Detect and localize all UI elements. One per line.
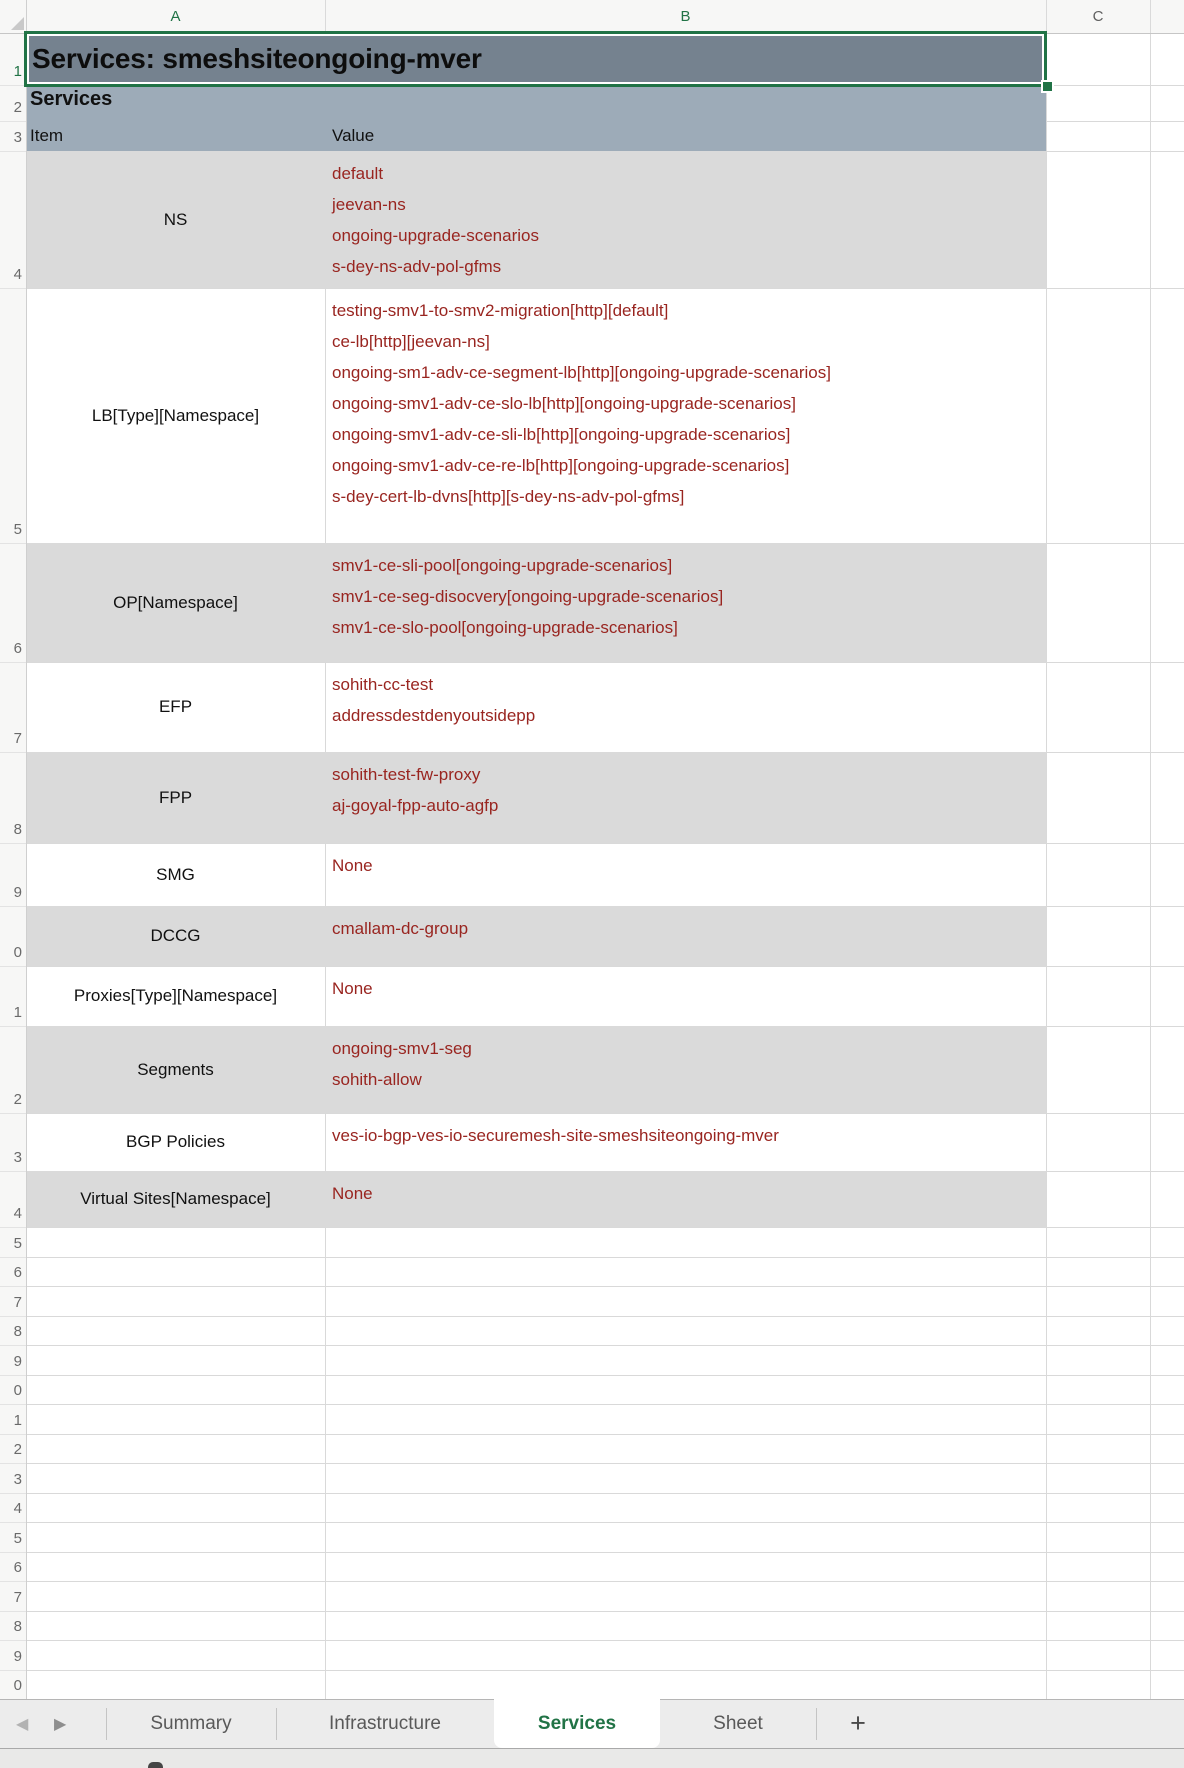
value-line: None — [332, 979, 373, 998]
row-header-28[interactable]: 8 — [13, 1618, 22, 1635]
value-line: smv1-ce-sli-pool[ongoing-upgrade-scenarios] — [332, 556, 673, 575]
cell-value[interactable] — [332, 669, 535, 731]
row-header-separator — [0, 1375, 26, 1376]
row-header-separator — [0, 843, 26, 844]
row-header-2[interactable]: 2 — [13, 99, 22, 116]
gridline-horizontal — [26, 1316, 1184, 1317]
tab-summary[interactable]: Summary — [150, 1712, 232, 1734]
row-header-15[interactable]: 5 — [13, 1235, 22, 1252]
row-header-separator — [0, 1611, 26, 1612]
value-line: sohith-cc-test — [332, 675, 434, 694]
gridline-horizontal — [26, 1670, 1184, 1671]
row-header-4[interactable]: 4 — [13, 266, 22, 283]
value-line: ongoing-smv1-adv-ce-re-lb[http][ongoing-upgrade-scenarios] — [332, 456, 790, 475]
fill-handle[interactable] — [1041, 80, 1054, 93]
value-line: sohith-allow — [332, 1070, 422, 1089]
row-header-12[interactable]: 2 — [13, 1091, 22, 1108]
row-header-separator — [0, 906, 26, 907]
row-header-18[interactable]: 8 — [13, 1323, 22, 1340]
status-strip — [0, 1748, 1184, 1768]
value-line: ongoing-upgrade-scenarios — [332, 226, 539, 245]
value-line: smv1-ce-seg-disocvery[ongoing-upgrade-scenarios] — [332, 587, 724, 606]
cell-value[interactable] — [332, 158, 539, 282]
row-header-separator — [0, 1286, 26, 1287]
row-header-separator — [0, 1113, 26, 1114]
row-header-separator — [0, 151, 26, 152]
gridline-horizontal — [26, 1522, 1184, 1523]
row-header-separator — [0, 1581, 26, 1582]
cell-value[interactable] — [332, 913, 468, 944]
row-header-21[interactable]: 1 — [13, 1412, 22, 1429]
cell-item[interactable]: NS — [163, 209, 188, 229]
tab-divider — [816, 1708, 817, 1740]
value-line: jeevan-ns — [332, 195, 406, 214]
row-header-1[interactable]: 1 — [13, 63, 22, 80]
cell-value[interactable] — [332, 295, 831, 512]
row-header-separator — [0, 121, 26, 122]
gridline-horizontal — [1046, 85, 1184, 86]
row-header-23[interactable]: 3 — [13, 1471, 22, 1488]
row-header-3[interactable]: 3 — [13, 129, 22, 146]
section-header-text: Services — [30, 88, 113, 110]
select-all-corner[interactable] — [0, 0, 27, 34]
row-header-separator — [0, 1463, 26, 1464]
gridline-horizontal — [26, 1345, 1184, 1346]
cell-value[interactable] — [332, 759, 498, 821]
cell-value[interactable] — [332, 1120, 779, 1151]
section-header-band[interactable] — [26, 85, 1046, 151]
value-line: cmallam-dc-group — [332, 919, 469, 938]
value-line: ongoing-smv1-adv-ce-slo-lb[http][ongoing-upgrade-scenarios] — [332, 394, 796, 413]
row-header-separator — [0, 543, 26, 544]
value-line: ongoing-sm1-adv-ce-segment-lb[http][ongoing-upgrade-scenarios] — [332, 363, 831, 382]
value-line: default — [332, 164, 384, 183]
row-header-separator — [0, 1404, 26, 1405]
row-header-separator — [0, 288, 26, 289]
value-column-label: Value — [332, 126, 375, 145]
row-header-14[interactable]: 4 — [13, 1205, 22, 1222]
value-line: testing-smv1-to-smv2-migration[http][default] — [332, 301, 669, 320]
row-header-24[interactable]: 4 — [13, 1500, 22, 1517]
row-header-27[interactable]: 7 — [13, 1589, 22, 1606]
row-header-16[interactable]: 6 — [13, 1264, 22, 1281]
cell-item[interactable]: Segments — [137, 1059, 214, 1079]
value-line: s-dey-cert-lb-dvns[http][s-dey-ns-adv-pol-gfms] — [332, 487, 685, 506]
cutoff-element — [148, 1762, 163, 1768]
row-header-separator — [0, 1552, 26, 1553]
add-sheet-button[interactable]: + — [850, 1708, 866, 1738]
gridline-horizontal — [26, 1552, 1184, 1553]
row-header-19[interactable]: 9 — [13, 1353, 22, 1370]
row-header-6[interactable]: 6 — [13, 640, 22, 657]
cell-value[interactable] — [332, 550, 723, 643]
value-line: ce-lb[http][jeevan-ns] — [332, 332, 490, 351]
value-line: addressdestdenyoutsidepp — [332, 706, 536, 725]
cell-item[interactable]: Proxies[Type][Namespace] — [73, 986, 278, 1005]
row-header-11[interactable]: 1 — [13, 1004, 22, 1021]
cell-item[interactable]: EFP — [158, 697, 193, 716]
cell-item[interactable]: DCCG — [150, 926, 201, 945]
value-line: s-dey-ns-adv-pol-gfms — [332, 257, 502, 276]
row-header-separator — [0, 1257, 26, 1258]
value-line: smv1-ce-slo-pool[ongoing-upgrade-scenarios] — [332, 618, 678, 637]
select-all-triangle-icon — [11, 17, 24, 30]
row-header-10[interactable]: 0 — [13, 944, 22, 961]
row-header-25[interactable]: 5 — [13, 1530, 22, 1547]
row-header-separator — [0, 1434, 26, 1435]
row-header-separator — [0, 1026, 26, 1027]
row-header-7[interactable]: 7 — [13, 730, 22, 747]
row-header-separator — [0, 1316, 26, 1317]
row-header-22[interactable]: 2 — [13, 1441, 22, 1458]
row-header-separator — [0, 752, 26, 753]
value-line: None — [332, 856, 373, 875]
row-header-separator — [0, 1522, 26, 1523]
cell-item[interactable]: LB[Type][Namespace] — [91, 405, 260, 425]
row-header-5[interactable]: 5 — [13, 521, 22, 538]
gridline-horizontal — [26, 1257, 1184, 1258]
gridline-horizontal — [26, 1227, 1184, 1228]
cell-value[interactable] — [332, 1033, 472, 1095]
tab-infrastructure[interactable]: Infrastructure — [329, 1712, 441, 1734]
value-line: aj-goyal-fpp-auto-agfp — [332, 796, 499, 815]
cell-value[interactable] — [332, 973, 373, 1004]
column-header-divider — [1150, 0, 1151, 33]
gridline-horizontal — [26, 1404, 1184, 1405]
cell-item[interactable]: SMG — [156, 864, 195, 884]
row-header-13[interactable]: 3 — [13, 1149, 22, 1166]
gridline-vertical — [1046, 33, 1047, 1699]
gridline-vertical — [1150, 33, 1151, 1699]
cell-title-merged[interactable] — [26, 33, 1046, 85]
cell-item[interactable]: OP[Namespace] — [113, 592, 238, 612]
cell-item[interactable]: FPP — [158, 787, 193, 807]
row-header-separator — [0, 1670, 26, 1671]
value-line: ongoing-smv1-seg — [332, 1039, 472, 1058]
row-header-separator — [0, 1640, 26, 1641]
row-header-9[interactable]: 9 — [13, 884, 22, 901]
column-header-b[interactable]: B — [680, 8, 691, 25]
sheet-nav-right-icon[interactable]: ▶ — [54, 1715, 67, 1733]
row-header-separator — [0, 966, 26, 967]
gridline-horizontal — [26, 1611, 1184, 1612]
gridline-horizontal — [26, 1286, 1184, 1287]
row-header-separator — [0, 85, 26, 86]
gridline-horizontal — [26, 1493, 1184, 1494]
cell-item[interactable]: BGP Policies — [126, 1132, 225, 1151]
column-header-divider — [1046, 0, 1047, 33]
column-header-c[interactable]: C — [1092, 8, 1104, 25]
gridline-horizontal — [26, 1463, 1184, 1464]
row-header-29[interactable]: 9 — [13, 1648, 22, 1665]
row-header-30[interactable]: 0 — [13, 1677, 22, 1694]
row-header-17[interactable]: 7 — [13, 1294, 22, 1311]
row-header-8[interactable]: 8 — [13, 821, 22, 838]
tab-services[interactable]: Services — [537, 1712, 617, 1734]
cell-item[interactable]: Virtual Sites[Namespace] — [80, 1189, 271, 1208]
gridline-horizontal — [26, 1434, 1184, 1435]
value-line: sohith-test-fw-proxy — [332, 765, 481, 784]
tab-sheet[interactable]: Sheet — [713, 1712, 763, 1734]
gridline-horizontal — [1046, 121, 1184, 122]
sheet-nav-left-icon[interactable]: ◀ — [16, 1715, 29, 1733]
row-header-separator — [0, 1227, 26, 1228]
row-header-separator — [0, 662, 26, 663]
column-header-divider — [325, 0, 326, 33]
row-header-separator — [0, 1345, 26, 1346]
sheet-title: Services: smeshsiteongoing-mver — [32, 43, 482, 74]
cell-value[interactable] — [332, 1178, 373, 1209]
column-header-a[interactable]: A — [170, 8, 181, 25]
value-line: None — [332, 1184, 373, 1203]
value-line: ves-io-bgp-ves-io-securemesh-site-smeshsiteongoing-mver — [332, 1126, 779, 1145]
value-line: ongoing-smv1-adv-ce-sli-lb[http][ongoing-upgrade-scenarios] — [332, 425, 791, 444]
row-header-26[interactable]: 6 — [13, 1559, 22, 1576]
gridline-horizontal — [26, 1640, 1184, 1641]
gridline-horizontal — [26, 1581, 1184, 1582]
gridline-horizontal — [26, 1375, 1184, 1376]
row-header-20[interactable]: 0 — [13, 1382, 22, 1399]
row-header-separator — [0, 1493, 26, 1494]
cell-value[interactable] — [332, 850, 373, 881]
item-column-label: Item — [30, 126, 64, 145]
row-header-separator — [0, 1171, 26, 1172]
